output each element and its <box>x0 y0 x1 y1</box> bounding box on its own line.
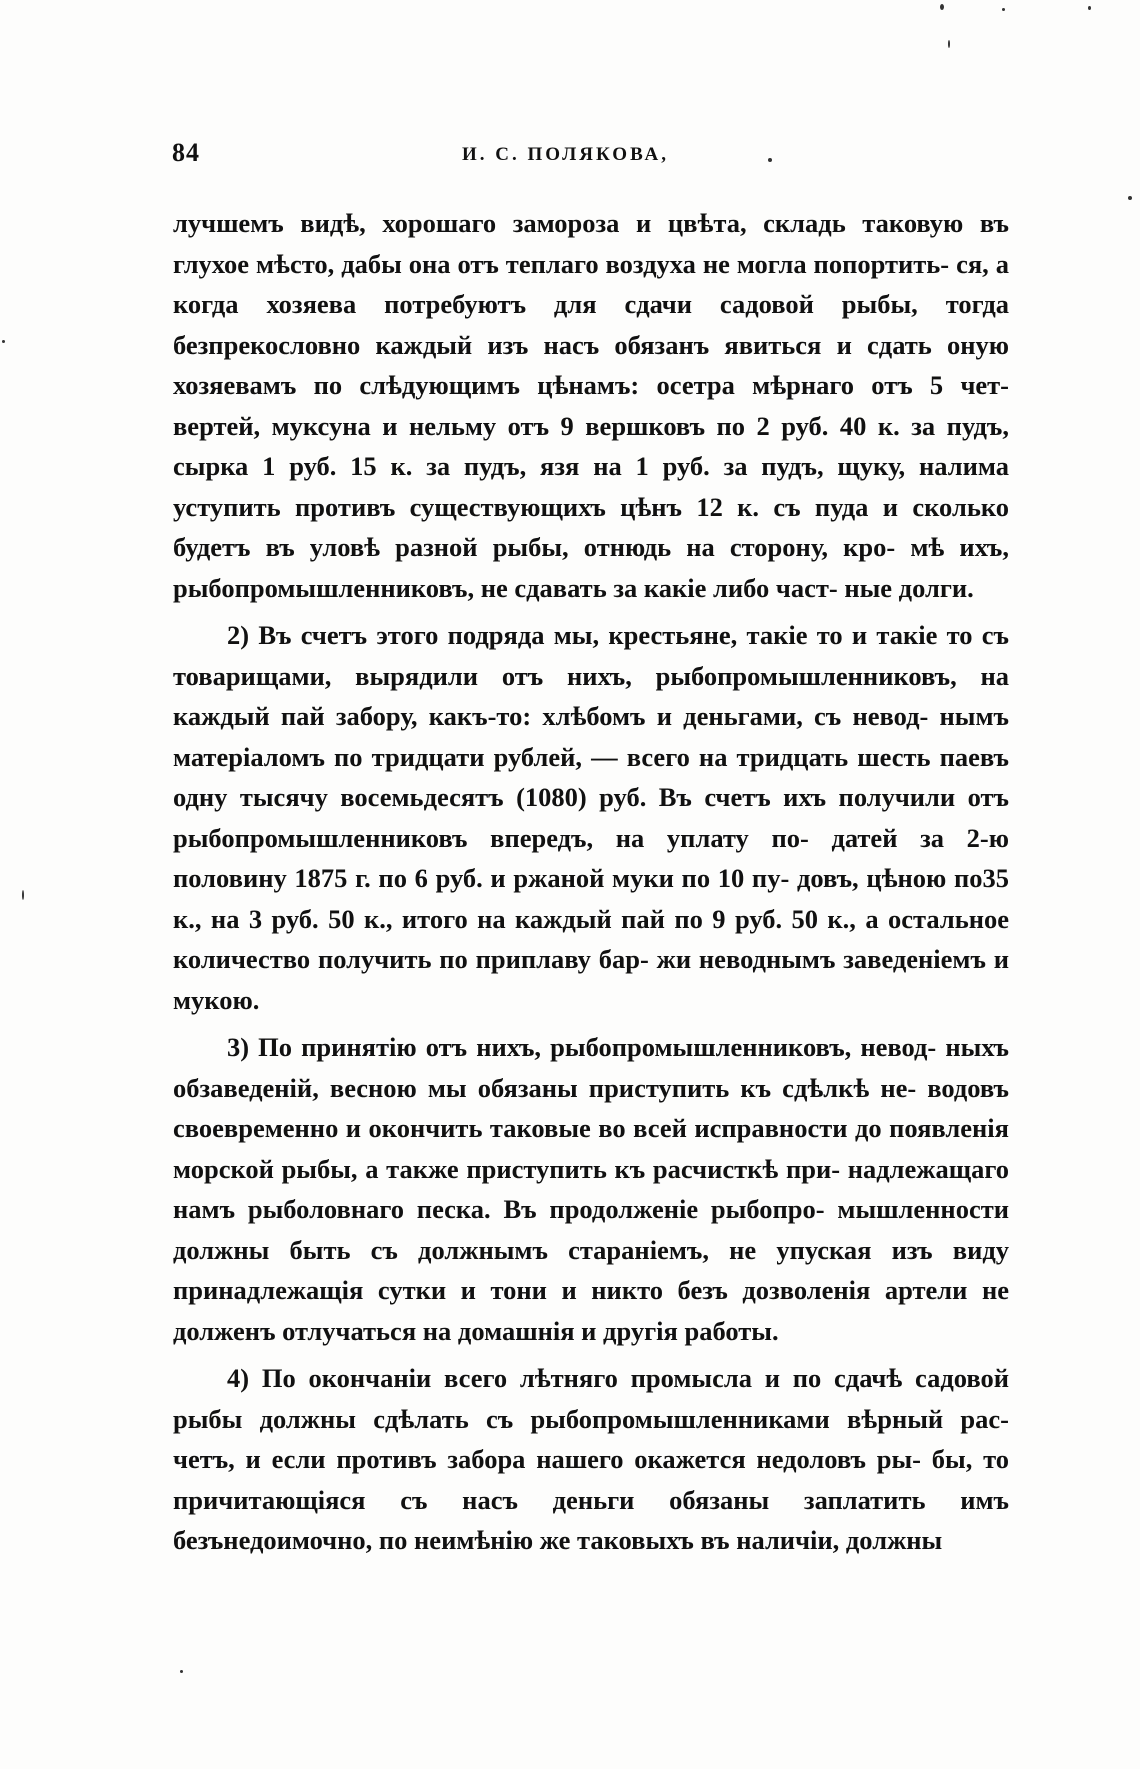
paragraph-1-continuation: лучшемъ видѣ, хорошаго замороза и цвѣта, складь таковую въ глухое мѣсто, дабы она отъ теплаго воздуха не могла попортить- ся, а когда хозяева потребуютъ для сдачи садовой рыбы, тогда безпрекословно каждый изъ насъ обязанъ явиться и сдать оную хозяевамъ по слѣдующимъ цѣнамъ: осетра мѣрнаго отъ 5 чет- вертей, муксуна и нельму отъ 9 вершковъ по 2 руб. 40 к. за пудъ, сырка 1 руб. 15 к. за пудъ, язя на 1 руб. за пудъ, щуку, налима уступить противъ существующихъ цѣнъ 12 к. съ пуда и сколько будетъ въ уловѣ разной рыбы, отнюдь на сторону, кро- мѣ ихъ, рыбопромышленниковъ, не сдавать за какіе либо част- ные долги. <box>173 208 1009 603</box>
running-title: И. С. ПОЛЯКОВА, <box>462 144 670 165</box>
body-text <box>173 203 1009 1561</box>
paragraph-2: 2) Въ счетъ этого подряда мы, крестьяне, такіе то и такіе то съ товарищами, вырядили отъ нихъ, рыбопромышленниковъ, на каждый пай забору, какъ-то: хлѣбомъ и деньгами, съ невод- нымъ матеріаломъ по тридцати рублей, — всего на тридцать шесть паевъ одну тысячу восемьдесятъ (1080) руб. Въ счетъ ихъ получили отъ рыбопромышленниковъ впередъ, на уплату по- датей за 2-ю половину 1875 г. по 6 руб. и ржаной муки по 10 пу- довъ, цѣною по35 к., на 3 руб. 50 к., итого на каждый пай по 9 руб. 50 к., а остальное количество получить по приплаву бар- жи неводнымъ заведеніемъ и мукою. <box>173 620 1009 1015</box>
scan-speck <box>22 890 24 900</box>
scan-speck <box>768 158 772 162</box>
scan-speck <box>180 1670 183 1673</box>
paragraph-3: 3) По принятію отъ нихъ, рыбопромышленниковъ, невод- ныхъ обзаведеній, весною мы обязаны приступить къ сдѣлкѣ не- водовъ своевременно и окончить таковые во всей исправности до появленія морской рыбы, а также приступить къ расчисткѣ при- надлежащаго намъ рыболовнаго песка. Въ продолженіе рыбопро- мышленности должны быть съ должнымъ стараніемъ, не упуская изъ виду принадлежащія сутки и тони и никто безъ дозволенія артели не долженъ отлучаться на домашнія и другія работы. <box>173 1032 1009 1346</box>
page-number: 84 <box>172 138 200 167</box>
scan-speck <box>1088 6 1091 10</box>
scan-speck <box>2 340 5 343</box>
paragraph-4: 4) По окончаніи всего лѣтняго промысла и по сдачѣ садовой рыбы должны сдѣлать съ рыбопромышленниками вѣрный рас- четъ, и если противъ забора нашего окажется недоловъ ры- бы, то причитающіяся съ насъ деньги обязаны заплатить имъ безънедоимочно, по неимѣнію же таковыхъ въ наличіи, должны <box>173 1363 1009 1555</box>
scan-speck <box>940 4 944 10</box>
scan-speck <box>1002 8 1005 11</box>
scan-speck <box>948 40 950 48</box>
scan-speck <box>1128 196 1132 200</box>
running-head <box>172 138 1012 178</box>
